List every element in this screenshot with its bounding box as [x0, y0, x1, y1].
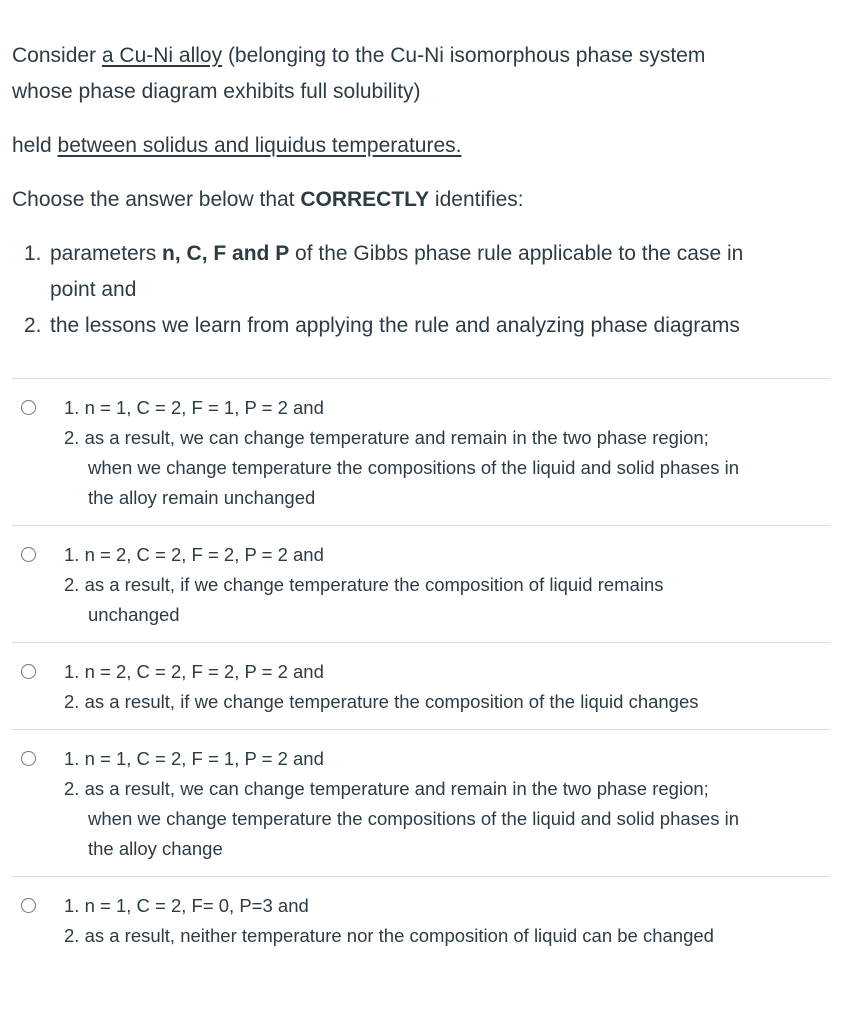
question-held — [12, 128, 832, 164]
answer-line: 2. as a result, if we change temperature the composition of liquid remains — [64, 574, 664, 595]
item-2-text: the lessons we learn from applying the rule and analyzing phase diagrams — [50, 314, 740, 337]
radio-button[interactable] — [21, 547, 36, 562]
answer-line: 1. n = 1, C = 2, F = 1, P = 2 and — [64, 748, 324, 769]
answer-option-5[interactable] — [12, 876, 830, 963]
radio-button[interactable] — [21, 751, 36, 766]
held-prefix: held — [12, 134, 58, 157]
answer-option-1[interactable] — [12, 378, 830, 525]
answer-line: 2. as a result, we can change temperature and remain in the two phase region; — [64, 778, 709, 799]
answer-options — [12, 378, 830, 963]
held-underlined-term: between solidus and liquidus temperatures. — [57, 134, 462, 157]
item-1-bold: n, C, F and P — [162, 242, 290, 265]
question-intro — [12, 38, 832, 110]
radio-button[interactable] — [21, 898, 36, 913]
item-1-suffix: of the Gibbs phase rule applicable to the case in — [289, 242, 744, 265]
answer-line: 1. n = 2, C = 2, F = 2, P = 2 and — [64, 544, 324, 565]
answer-line: 2. as a result, if we change temperature the composition of the liquid changes — [64, 691, 699, 712]
answer-line: 2. as a result, we can change temperature and remain in the two phase region; — [64, 427, 709, 448]
answer-option-3[interactable] — [12, 642, 830, 729]
choose-bold: CORRECTLY — [300, 188, 430, 211]
radio-button[interactable] — [21, 400, 36, 415]
question-list-item — [12, 236, 832, 308]
radio-button[interactable] — [21, 664, 36, 679]
answer-option-2[interactable] — [12, 525, 830, 642]
question-list — [12, 236, 832, 344]
question-choose — [12, 182, 832, 218]
intro-underlined-term: a Cu-Ni alloy — [101, 44, 223, 67]
answer-line: when we change temperature the compositions of the liquid and solid phases in — [88, 808, 739, 829]
intro-suffix: (belonging to the Cu-Ni isomorphous phase system — [222, 44, 706, 67]
intro-prefix: Consider — [12, 44, 102, 67]
answer-line: when we change temperature the compositions of the liquid and solid phases in — [88, 457, 739, 478]
item-1-line-2: point and — [50, 278, 137, 301]
answer-line: unchanged — [88, 604, 180, 625]
answer-line: the alloy change — [88, 838, 223, 859]
question-text — [12, 38, 832, 344]
answer-line: the alloy remain unchanged — [88, 487, 316, 508]
choose-prefix: Choose the answer below that — [12, 188, 301, 211]
intro-line-2: whose phase diagram exhibits full solubility) — [12, 80, 421, 103]
list-number: 1. — [24, 242, 42, 265]
item-1-prefix: parameters — [50, 242, 163, 265]
choose-suffix: identifies: — [429, 188, 524, 211]
answer-line: 1. n = 2, C = 2, F = 2, P = 2 and — [64, 661, 324, 682]
answer-option-4[interactable] — [12, 729, 830, 876]
answer-line: 1. n = 1, C = 2, F = 1, P = 2 and — [64, 397, 324, 418]
question-list-item — [12, 308, 832, 344]
answer-line: 1. n = 1, C = 2, F= 0, P=3 and — [64, 895, 309, 916]
answer-line: 2. as a result, neither temperature nor the composition of liquid can be changed — [64, 925, 714, 946]
list-number: 2. — [24, 314, 42, 337]
